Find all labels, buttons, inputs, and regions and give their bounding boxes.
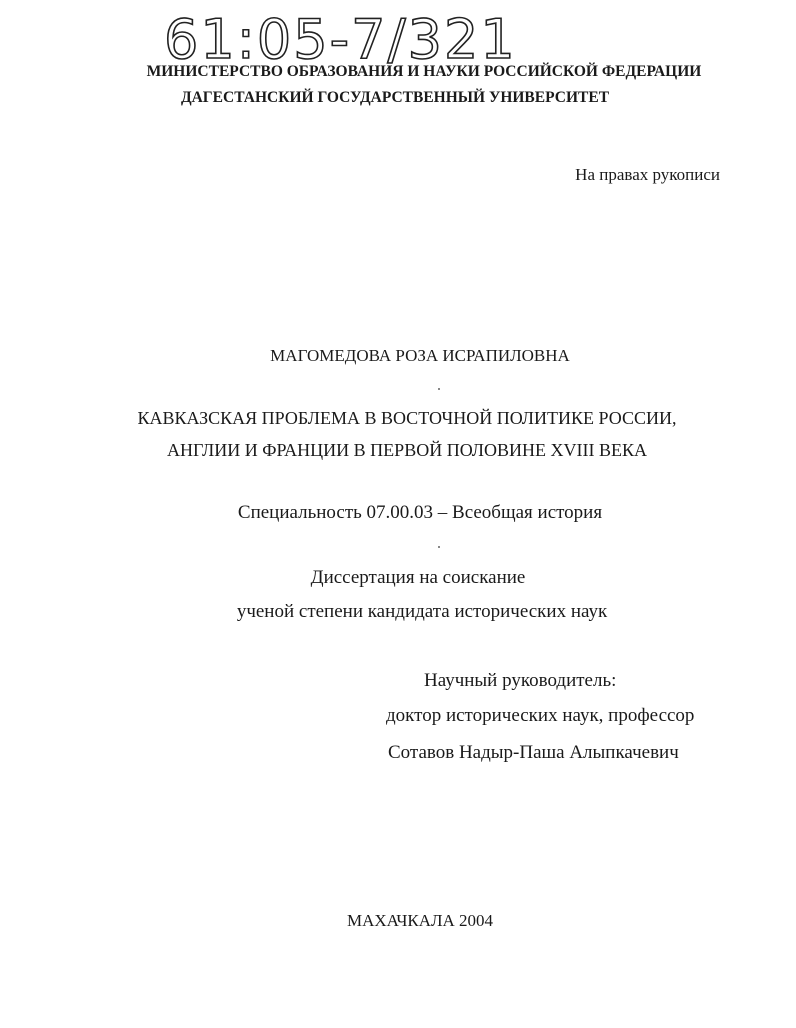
advisor-degree: доктор исторических наук, профессор: [386, 705, 695, 726]
ministry-heading: МИНИСТЕРСТВО ОБРАЗОВАНИЯ И НАУКИ РОССИЙСКОЙ ФЕДЕРАЦИИ: [146, 63, 702, 80]
author-name: МАГОМЕДОВА РОЗА ИСРАПИЛОВНА: [270, 346, 570, 365]
dissertation-line-1: Диссертация на соискание: [310, 567, 526, 588]
city-year: МАХАЧКАЛА 2004: [346, 911, 494, 930]
scan-speck: [438, 546, 440, 548]
scan-speck: [438, 388, 440, 390]
advisor-label: Научный руководитель:: [424, 670, 617, 691]
rights-note: На правах рукописи: [575, 165, 720, 184]
university-heading: ДАГЕСТАНСКИЙ ГОСУДАРСТВЕННЫЙ УНИВЕРСИТЕТ: [180, 89, 610, 106]
specialty-line: Специальность 07.00.03 – Всеобщая история: [237, 502, 603, 523]
thesis-title-line-1: КАВКАЗСКАЯ ПРОБЛЕМА В ВОСТОЧНОЙ ПОЛИТИКЕ РОССИИ,: [137, 408, 677, 428]
handwritten-code-text: 61:05-7/321: [164, 8, 517, 66]
handwritten-archive-code: [160, 4, 530, 66]
advisor-name: Сотавов Надыр-Паша Алыпкачевич: [388, 742, 679, 763]
dissertation-line-2: ученой степени кандидата исторических наук: [236, 601, 608, 622]
thesis-title-line-2: АНГЛИИ И ФРАНЦИИ В ПЕРВОЙ ПОЛОВИНЕ XVIII ВЕКА: [167, 440, 647, 460]
